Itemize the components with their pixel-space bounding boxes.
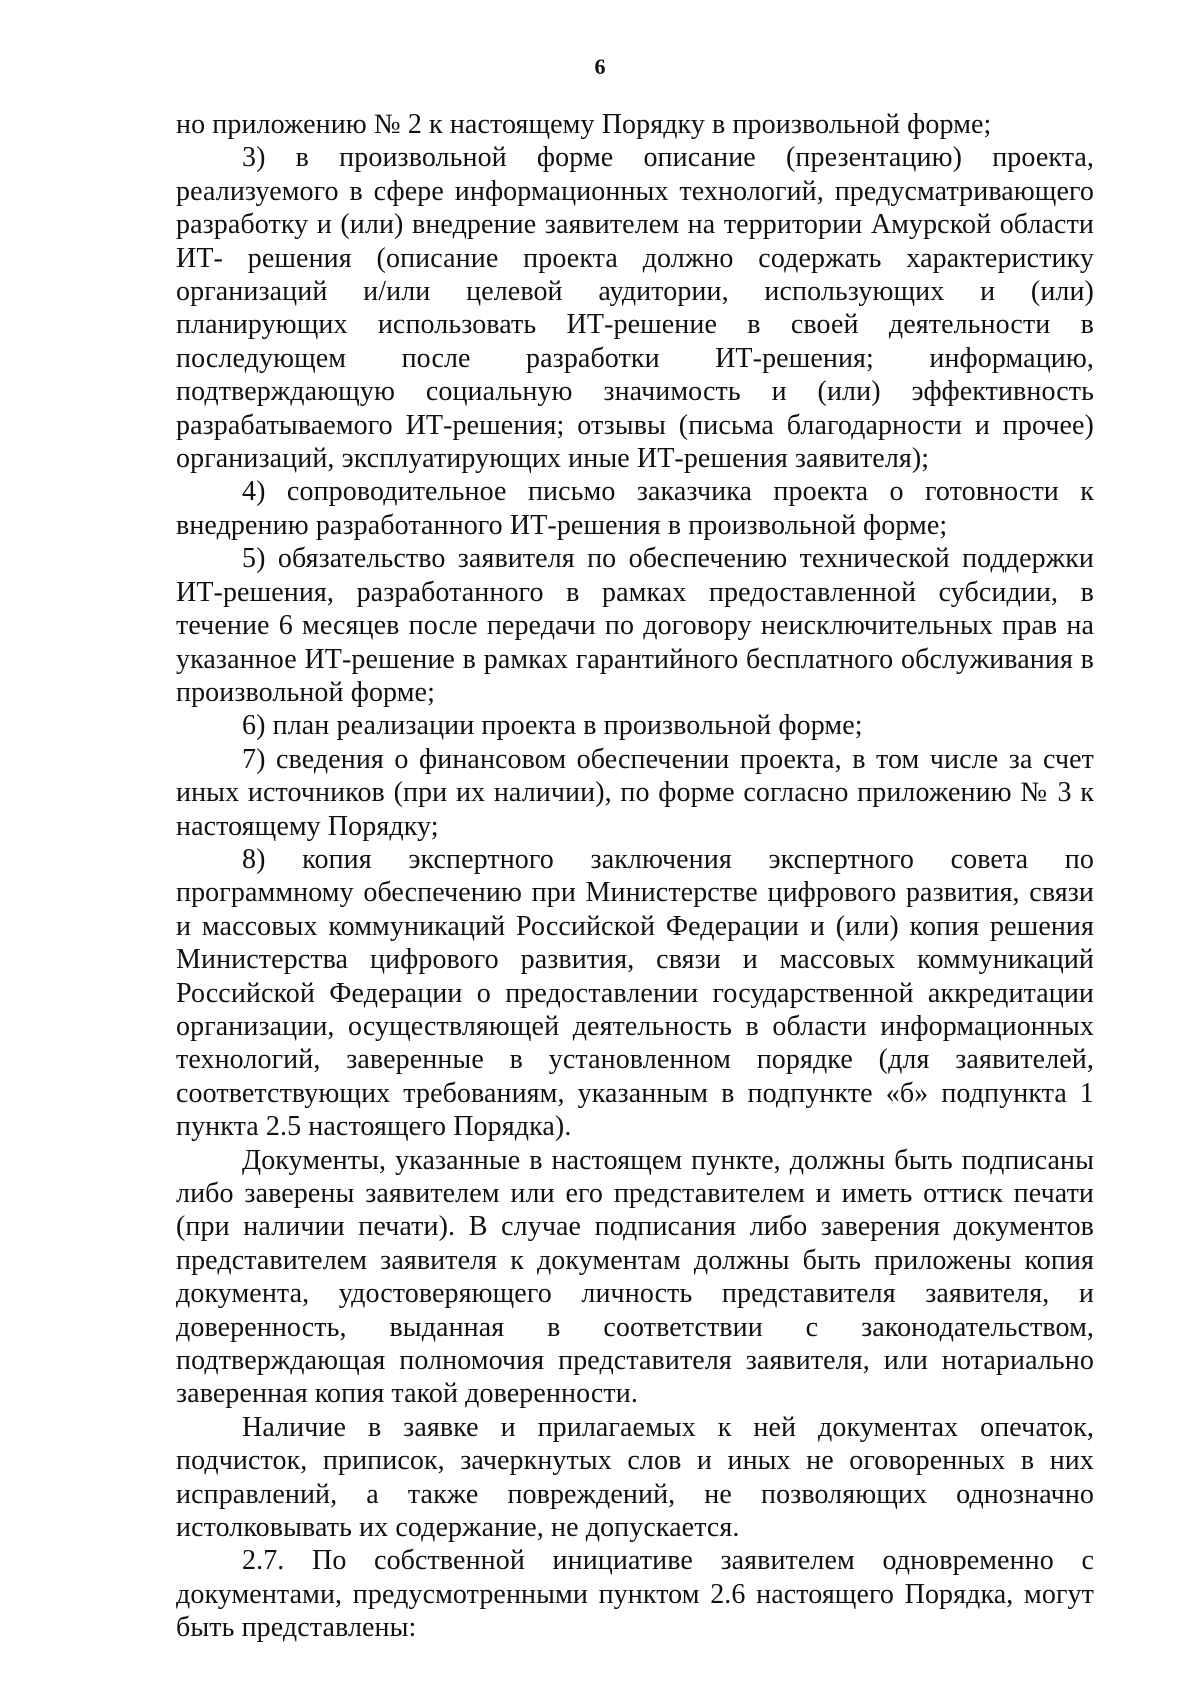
paragraph-continuation: но приложению № 2 к настоящему Порядку в произвольной форме; [176, 109, 992, 140]
page-number: 6 [594, 54, 606, 79]
paragraph-section-2-7: 2.7. По собственной инициативе заявителем одновременно с документами, предусмотренными пунктом 2.6 настоящего Порядка, могут быть представлены: [176, 1545, 1094, 1644]
paragraph-corrections: Наличие в заявке и прилагаемых к ней документах опечаток, подчисток, приписок, зачеркнутых слов и иных не оговоренных в них исправлений, а также повреждений, не позволяющих однозначно истолковывать их содержание, не допускается. [176, 1411, 1094, 1544]
paragraph-documents-signing: Документы, указанные в настоящем пункте, должны быть подписаны либо заверены заявителем или его представителем и иметь оттиск печати (при наличии печати). В случае подписания либо заверения документов представителем заявителя к документам должны быть приложены копия документа, удостоверяющего личность представителя заявителя, и доверенность, выданная в соответствии с законодательством, подтверждающая полномочия представителя заявителя, или нотариально заверенная копия такой доверенности. [176, 1144, 1094, 1410]
paragraph-item-5: 5) обязательство заявителя по обеспечению технической поддержки ИТ-решения, разработанного в рамках предоставленной субсидии, в течение 6 месяцев после передачи по договору неисключительных прав на указанное ИТ-решение в рамках гарантийного бесплатного обслуживания в произвольной форме; [176, 543, 1094, 708]
paragraph-item-6: 6) план реализации проекта в произвольной форме; [242, 710, 863, 742]
paragraph-item-4: 4) сопроводительное письмо заказчика проекта о готовности к внедрению разработанного ИТ-решения в произвольной форме; [176, 476, 1094, 541]
document-body [176, 108, 1094, 1645]
paragraph-item-3: 3) в произвольной форме описание (презентацию) проекта, реализуемого в сфере информационных технологий, предусматривающего разработку и (или) внедрение заявителем на территории Амурской области ИТ- решения (описание проекта должно содержать характеристику организаций и/или целевой аудитории, использующих и (или) планирующих использовать ИТ-решение в своей деятельности в последующем после разработки ИТ-решения; информацию, подтверждающую социальную значимость и (или) эффективность разрабатываемого ИТ-решения; отзывы (письма благодарности и прочее) организаций, эксплуатирующих иные ИТ-решения заявителя); [176, 142, 1094, 475]
paragraph-item-7: 7) сведения о финансовом обеспечении проекта, в том числе за счет иных источников (при их наличии), по форме согласно приложению № 3 к настоящему Порядку; [176, 743, 1094, 842]
paragraph-item-8: 8) копия экспертного заключения экспертного совета по программному обеспечению при Министерстве цифрового развития, связи и массовых коммуникаций Российской Федерации и (или) копия решения Министерства цифрового развития, связи и массовых коммуникаций Российской Федерации о предоставлении государственной аккредитации организации, осуществляющей деятельность в области информационных технологий, заверенные в установленном порядке (для заявителей, соответствующих требованиям, указанным в подпункте «б» подпункта 1 пункта 2.5 настоящего Порядка). [176, 843, 1094, 1143]
